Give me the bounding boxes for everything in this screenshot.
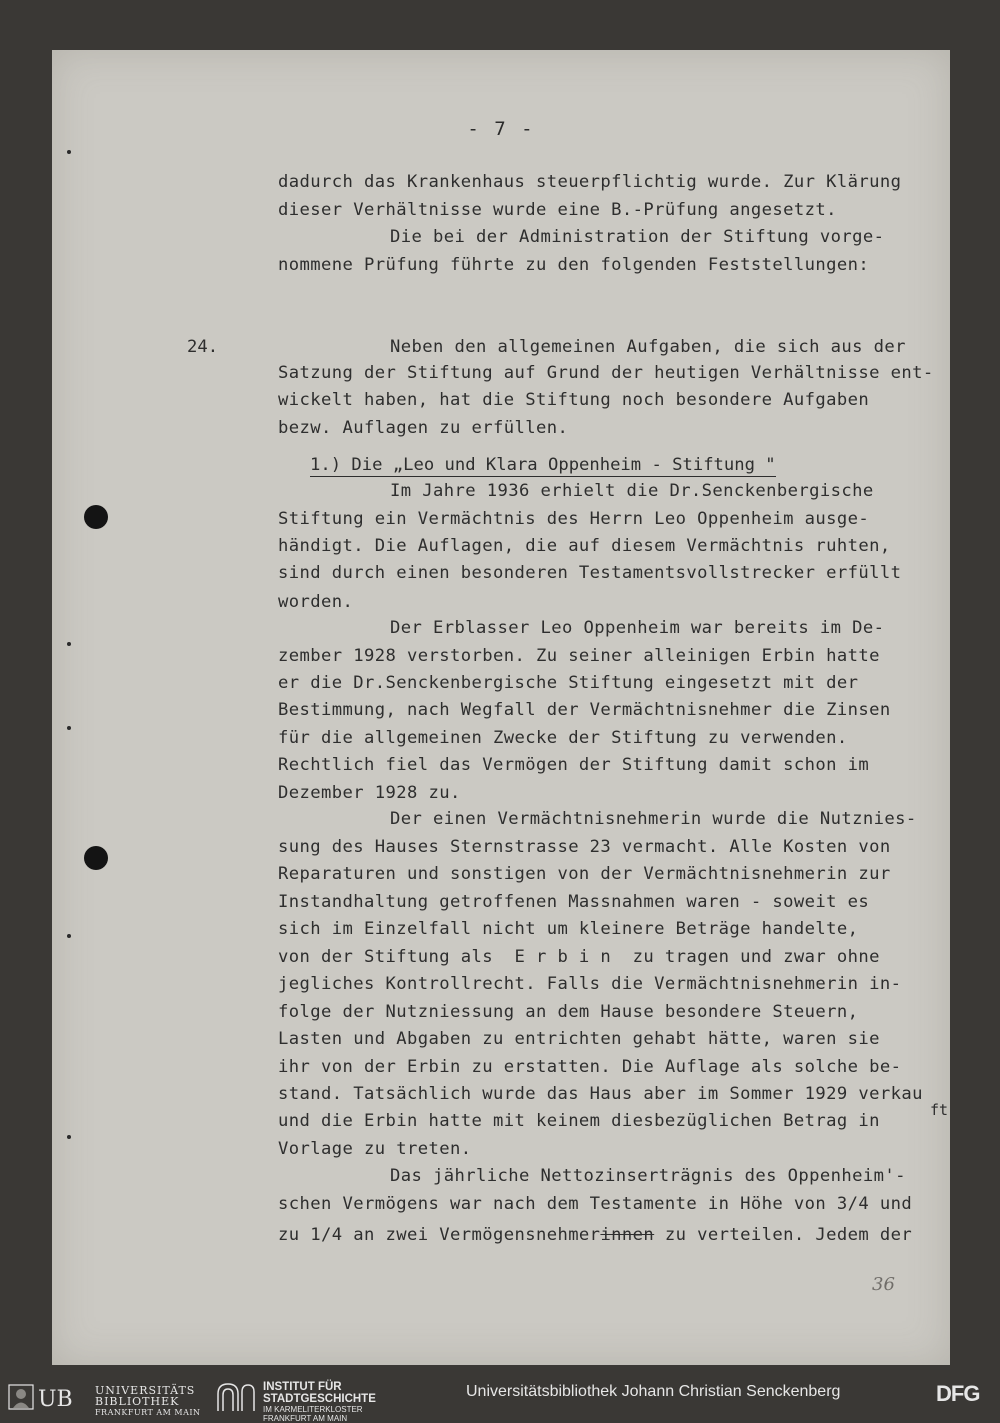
punch-hole-top bbox=[84, 505, 108, 529]
document-page bbox=[52, 50, 950, 1365]
text-line: sind durch einen besonderen Testamentsvollstrecker erfüllt bbox=[278, 563, 902, 583]
ub-name-line1: UNIVERSITÄTS bbox=[95, 1384, 196, 1397]
text-line: Im Jahre 1936 erhielt die Dr.Senckenbergische bbox=[390, 481, 874, 501]
isg-line2: STADTGESCHICHTE bbox=[263, 1393, 376, 1405]
margin-mark bbox=[67, 934, 71, 938]
text-line: schen Vermögens war nach dem Testamente in Höhe von 3/4 und bbox=[278, 1194, 913, 1214]
text-line: Reparaturen und sonstigen von der Vermächtnisnehmerin zur bbox=[278, 864, 891, 884]
text-line: wickelt haben, hat die Stiftung noch besondere Aufgaben bbox=[278, 390, 870, 410]
ub-logo-icon[interactable] bbox=[8, 1384, 86, 1410]
text-line: Das jährliche Nettozinserträgnis des Oppenheim'- bbox=[390, 1166, 906, 1186]
page-number: - 7 - bbox=[467, 118, 535, 140]
ub-wordmark bbox=[95, 1385, 201, 1418]
text-line: er die Dr.Senckenbergische Stiftung eingesetzt mit der bbox=[278, 673, 859, 693]
text-line: ihr von der Erbin zu erstatten. Die Auflage als solche be- bbox=[278, 1057, 902, 1077]
margin-mark bbox=[67, 150, 71, 154]
text-line: Lasten und Abgaben zu entrichten gehabt hätte, waren sie bbox=[278, 1029, 880, 1049]
isg-line3: IM KARMELITERKLOSTER bbox=[263, 1405, 363, 1414]
margin-mark bbox=[67, 726, 71, 730]
margin-mark bbox=[67, 642, 71, 646]
text-line-last bbox=[278, 1225, 912, 1245]
text-line: Instandhaltung getroffenen Massnahmen waren - soweit es bbox=[278, 892, 870, 912]
punch-hole-bottom bbox=[84, 846, 108, 870]
text-line: Bestimmung, nach Wegfall der Vermächtnisnehmer die Zinsen bbox=[278, 700, 891, 720]
text-line: Die bei der Administration der Stiftung vorge- bbox=[390, 227, 885, 247]
text-line: nommene Prüfung führte zu den folgenden Feststellungen: bbox=[278, 255, 870, 275]
pencil-folio-note: 36 bbox=[872, 1274, 895, 1295]
footer-bar bbox=[0, 1368, 1000, 1423]
section-heading: 1.) Die „Leo und Klara Oppenheim - Stiftung " bbox=[310, 455, 776, 475]
ub-name-line2: BIBLIOTHEK bbox=[95, 1395, 180, 1408]
isg-line4: FRANKFURT AM MAIN bbox=[263, 1414, 348, 1423]
margin-mark bbox=[67, 1135, 71, 1139]
text-line: für die allgemeinen Zwecke der Stiftung zu verwenden. bbox=[278, 728, 848, 748]
struck-text: innen bbox=[600, 1225, 655, 1245]
text-line: händigt. Die Auflagen, die auf diesem Vermächtnis ruhten, bbox=[278, 536, 891, 556]
text-line: zember 1928 verstorben. Zu seiner alleinigen Erbin hatte bbox=[278, 646, 880, 666]
text-line: dadurch das Krankenhaus steuerpflichtig wurde. Zur Klärung bbox=[278, 172, 902, 192]
dfg-logo[interactable]: DFG bbox=[936, 1381, 980, 1406]
text-line: Rechtlich fiel das Vermögen der Stiftung damit schon im bbox=[278, 755, 870, 775]
institution-name[interactable]: Universitätsbibliothek Johann Christian Senckenberg bbox=[466, 1383, 841, 1400]
svg-text:UB: UB bbox=[38, 1387, 73, 1410]
text-line: und die Erbin hatte mit keinem diesbezüglichen Betrag in bbox=[278, 1111, 880, 1131]
ub-city: FRANKFURT AM MAIN bbox=[95, 1408, 201, 1417]
text-line: worden. bbox=[278, 592, 354, 612]
text-line: jegliches Kontrollrecht. Falls die Vermächtnisnehmerin in- bbox=[278, 974, 902, 994]
text-line: dieser Verhältnisse wurde eine B.-Prüfung angesetzt. bbox=[278, 200, 837, 220]
text-line: sung des Hauses Sternstrasse 23 vermacht. Alle Kosten von bbox=[278, 837, 891, 857]
text-before-strike: zu 1/4 an zwei Vermögensnehmer bbox=[278, 1225, 601, 1245]
text-line: Der Erblasser Leo Oppenheim war bereits im De- bbox=[390, 618, 885, 638]
text-after-strike: zu verteilen. Jedem der bbox=[654, 1225, 913, 1245]
text-line: von der Stiftung als E r b i n zu tragen und zwar ohne bbox=[278, 947, 880, 967]
text-line: Satzung der Stiftung auf Grund der heutigen Verhältnisse ent- bbox=[278, 363, 934, 383]
text-line: Dezember 1928 zu. bbox=[278, 783, 461, 803]
overflow-fragment: ft bbox=[930, 1101, 949, 1119]
isg-line1: INSTITUT FÜR bbox=[263, 1381, 342, 1393]
text-line: Vorlage zu treten. bbox=[278, 1139, 472, 1159]
isg-logo-icon[interactable] bbox=[216, 1382, 256, 1412]
text-line: Der einen Vermächtnisnehmerin wurde die Nutznies- bbox=[390, 809, 917, 829]
text-line: bezw. Auflagen zu erfüllen. bbox=[278, 418, 569, 438]
text-line: folge der Nutzniessung an dem Hause besondere Steuern, bbox=[278, 1002, 859, 1022]
text-line: sich im Einzelfall nicht um kleinere Beträge handelte, bbox=[278, 919, 859, 939]
text-line: Stiftung ein Vermächtnis des Herrn Leo Oppenheim ausge- bbox=[278, 509, 870, 529]
paragraph-number: 24. bbox=[187, 337, 219, 357]
text-line: Neben den allgemeinen Aufgaben, die sich aus der bbox=[390, 337, 906, 357]
text-line: stand. Tatsächlich wurde das Haus aber im Sommer 1929 verkau bbox=[278, 1084, 923, 1104]
